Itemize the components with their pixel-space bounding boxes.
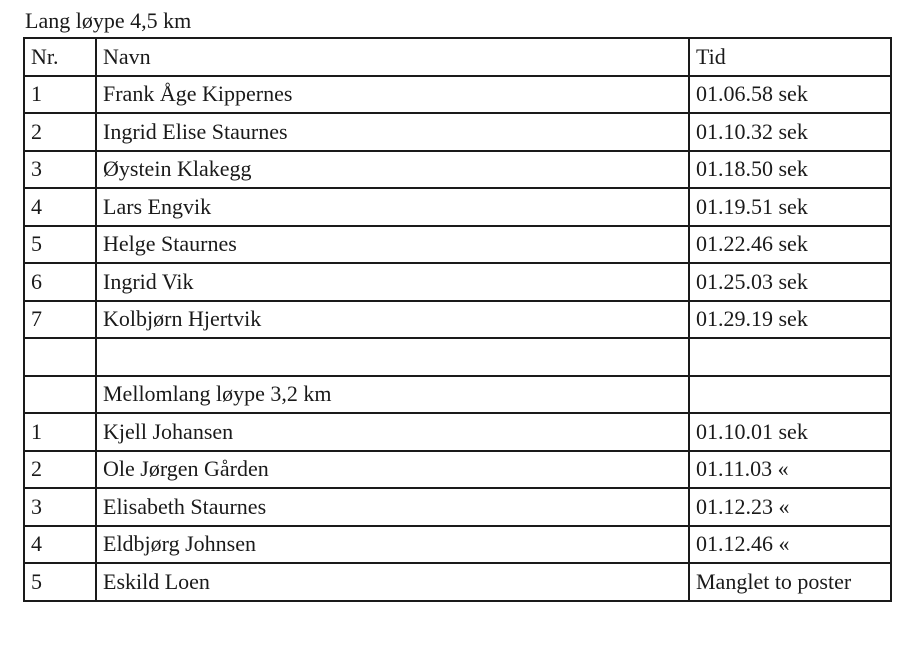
cell-name: Lars Engvik: [96, 188, 689, 226]
cell-nr: 1: [24, 413, 96, 451]
cell-nr: 2: [24, 451, 96, 489]
cell-name: Øystein Klakegg: [96, 151, 689, 189]
table-row: [24, 113, 891, 151]
section-heading-row: [24, 376, 891, 414]
cell-name: Frank Åge Kippernes: [96, 76, 689, 114]
cell-name: Ingrid Vik: [96, 263, 689, 301]
cell-time: 01.19.51 sek: [689, 188, 891, 226]
cell-time: 01.10.32 sek: [689, 113, 891, 151]
table-row: [24, 451, 891, 489]
header-name: Navn: [96, 38, 689, 76]
table-row: [24, 526, 891, 564]
cell-nr: 4: [24, 526, 96, 564]
cell-nr: 7: [24, 301, 96, 339]
cell-name: Kjell Johansen: [96, 413, 689, 451]
cell-name: Elisabeth Staurnes: [96, 488, 689, 526]
cell-time: [689, 338, 891, 376]
cell-nr: 3: [24, 151, 96, 189]
cell-time: 01.11.03 «: [689, 451, 891, 489]
cell-name: Eldbjørg Johnsen: [96, 526, 689, 564]
cell-nr: 5: [24, 563, 96, 601]
header-time: Tid: [689, 38, 891, 76]
table-row: [24, 563, 891, 601]
cell-time: 01.10.01 sek: [689, 413, 891, 451]
cell-name: Helge Staurnes: [96, 226, 689, 264]
cell-time: Manglet to poster: [689, 563, 891, 601]
cell-nr: 5: [24, 226, 96, 264]
cell-nr: [24, 338, 96, 376]
cell-nr: 2: [24, 113, 96, 151]
cell-nr: 6: [24, 263, 96, 301]
table-row: [24, 301, 891, 339]
table-row: [24, 151, 891, 189]
cell-time: 01.12.46 «: [689, 526, 891, 564]
table-row: [24, 76, 891, 114]
cell-time: 01.18.50 sek: [689, 151, 891, 189]
table-row-empty: [24, 338, 891, 376]
table-row: [24, 488, 891, 526]
cell-name: Ole Jørgen Gården: [96, 451, 689, 489]
section-heading: Mellomlang løype 3,2 km: [96, 376, 689, 414]
table-header-row: [24, 38, 891, 76]
cell-name: [96, 338, 689, 376]
table-row: [24, 413, 891, 451]
cell-time: 01.22.46 sek: [689, 226, 891, 264]
cell-time: 01.12.23 «: [689, 488, 891, 526]
cell-nr: [24, 376, 96, 414]
cell-time: [689, 376, 891, 414]
cell-time: 01.29.19 sek: [689, 301, 891, 339]
cell-time: 01.06.58 sek: [689, 76, 891, 114]
cell-name: Eskild Loen: [96, 563, 689, 601]
table-row: [24, 226, 891, 264]
table-row: [24, 263, 891, 301]
cell-name: Kolbjørn Hjertvik: [96, 301, 689, 339]
cell-nr: 4: [24, 188, 96, 226]
results-table: [23, 37, 892, 602]
cell-time: 01.25.03 sek: [689, 263, 891, 301]
table-row: [24, 188, 891, 226]
cell-nr: 1: [24, 76, 96, 114]
cell-name: Ingrid Elise Staurnes: [96, 113, 689, 151]
header-nr: Nr.: [24, 38, 96, 76]
cell-nr: 3: [24, 488, 96, 526]
table-caption: Lang løype 4,5 km: [25, 8, 192, 33]
